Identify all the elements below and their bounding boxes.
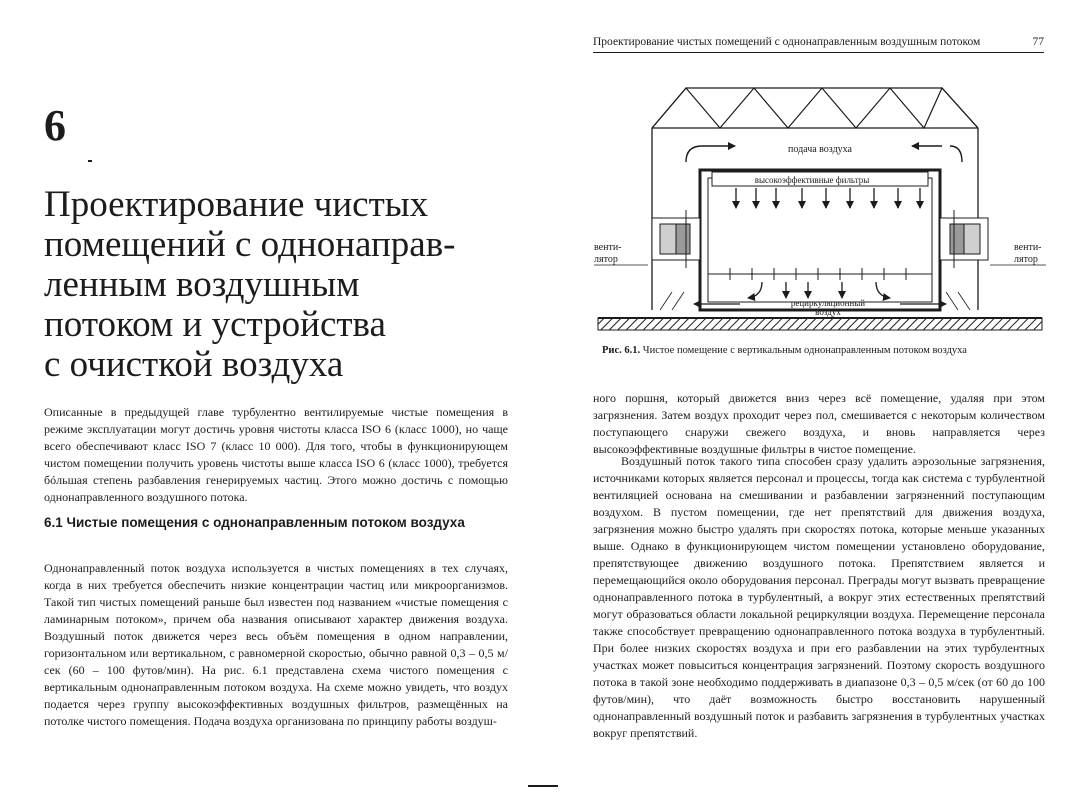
section-body-paragraph: Однонаправленный поток воздуха используется в чистых помещениях в тех случаях, когда в них требуется обеспечить низкие концентрации частиц или микроорганизмов. Такой тип чистых помещений раньше был известен под названием «чистые помещения с ламинарным потоком», причем оба названия описывают характер движения воздуха. Воздушный поток движется через весь объём помещения в одном направлении, горизонтальном или вертикальном, с равномерной скоростью, обычно равной 0,3 – 0,5 м/сек (60 – 100 футов/мин). На рис. 6.1 представлена схема чистого помещения с вертикальным однонаправленным потоком воздуха. На схеме можно увидеть, что воздух подается через группу высокоэффективных воздушных фильтров, размещённых на потолке чистого помещения. Подача воздуха организована по принципу работы воздуш- [44, 561, 508, 728]
fan-label-left: венти- [594, 242, 622, 253]
fan-label-right: венти- [1014, 242, 1042, 253]
hepa-filters-label: высокоэффективные фильтры [754, 175, 870, 185]
chapter-title-line: с очисткой воздуха [44, 344, 344, 385]
section-heading: 6.1 Чистые помещения с однонаправленным потоком воздуха [44, 515, 465, 530]
chapter-title-line: помещений с однонаправ- [44, 224, 456, 265]
chapter-title-line: Проектирование чистых [44, 184, 429, 225]
running-header-title: Проектирование чистых помещений с однонаправленным воздушным потоком [593, 36, 981, 48]
figure-caption [602, 345, 1042, 356]
recirculated-air-label-line: воздух [815, 307, 841, 317]
downflow-arrows [736, 188, 920, 208]
figure-caption-text: Чистое помещение с вертикальным однонаправленным потоком воздуха [642, 345, 967, 356]
right-fan [940, 210, 988, 268]
left-fan [652, 210, 700, 268]
right-paragraph-continuation: ного поршня, который движется вниз через всё помещение, удаляя при этом загрязнения. Затем воздух проходит через пол, смешивается с некоторым количеством поступающего снаружи свежего воздуха, и вновь направляется через высокоэффективные воздушные фильтры в чистое помещение. [593, 391, 1045, 456]
right-paragraph: Воздушный поток такого типа способен сразу удалить аэрозольные загрязнения, источниками которых является персонал и процессы, тогда как система с турбулентной вентиляцией основана на смешивании и разбавлении загрязненний поступающим воздухом. В пустом помещении, где нет препятствий для движения воздуха, загрязнения можно быстро удалять при скоростях потока, которые меньше указанных выше. Однако в функционирующем чистом помещении установлено оборудование, препятствующее движению воздушного потока. Препятствием является и перемещающийся около оборудования персонал. Преграды могут вызвать превращение однонаправленного потока в турбулентный, а вокруг этих естественных препятствий могут образоваться области локальной рециркуляции воздуха. Перемещение персонала также способствует превращению однонаправленного потока воздуха в турбулентный. При более низких скоростях воздуха и при его разбавлении на этих турбулентных участках может повыситься концентрация загрязнений. Поэтому скорость воздушного потока в такой зоне необходимо поддерживать в диапазоне 0,3 – 0,5 м/сек (от 60 до 100 футов/мин), что даёт возможность быстро восстановить нарушенный однонаправленный воздушный поток и разбавить загрязнения в турбулентных участках вокруг препятствий. [593, 454, 1045, 740]
fan-label-right: лятор [1014, 254, 1038, 265]
air-supply-label: подача воздуха [788, 144, 852, 155]
chapter-title-line: потоком и устройства [44, 304, 386, 345]
chapter-title [44, 185, 514, 385]
figure-caption-label: Рис. 6.1. [602, 345, 641, 356]
chapter-number: 6 [44, 101, 66, 150]
chapter-title-line: ленным воздушным [44, 264, 360, 305]
cleanroom-airflow-diagram [590, 60, 1050, 340]
print-mark [88, 160, 92, 162]
floor-slab [598, 318, 1042, 330]
fan-label-left: лятор [594, 254, 618, 265]
recirculated-air-label-line: рециркуляционный [790, 298, 866, 308]
running-header [593, 35, 1044, 53]
roof-truss [652, 88, 978, 128]
print-mark-bottom [528, 784, 558, 788]
page-number: 77 [1032, 36, 1044, 48]
perforated-floor [708, 268, 932, 280]
intro-paragraph: Описанные в предыдущей главе турбулентно вентилируемые чистые помещения в режиме эксплуатации могут достичь уровня чистоты класса ISO 6 (класс 1000), но чаще всего обеспечивают класс ISO 7 (класс 10 000). Для того, чтобы в функционирующем чистом помещении получить уровень чистоты выше класса ISO 6 (класс 1000), требуется бóльшая степень разбавления генерируемых частиц. Этого можно достичь с помощью однонаправленного воздушного потока. [44, 405, 508, 504]
